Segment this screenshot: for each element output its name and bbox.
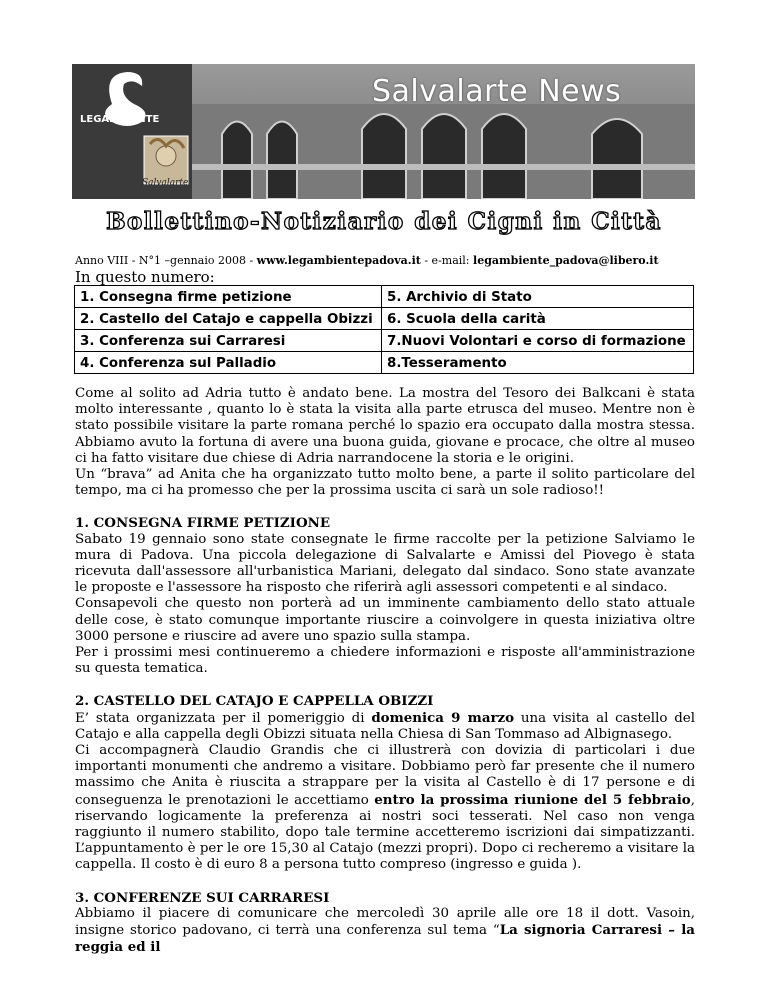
toc-item: 6. Scuola della carità — [382, 308, 694, 330]
toc-item: 5. Archivio di Stato — [382, 286, 694, 308]
section-paragraph — [75, 906, 695, 957]
table-row — [75, 352, 694, 374]
banner-title: Salvalarte News — [372, 74, 622, 109]
toc-table — [74, 285, 694, 374]
intro-paragraph: Come al solito ad Adria tutto è andato bene. La mostra del Tesoro dei Balkcani è stata molto interessante , quanto lo è stata la visita alla parte etrusca del museo. Mentre non è stato possibile visitare la parte romana perché lo spazio era occupato dalla mostra stessa. Abbiamo avuto la fortuna di avere una buona guida, giovane e procace, che oltre al museo ci ha fatto visitare due chiese di Adria narrandocene la storia e le origini. — [75, 386, 695, 466]
brand-logo-text: LEGAMBIENTE — [80, 114, 160, 125]
issue-info — [75, 254, 659, 267]
venus-caption: Salvalarte — [142, 178, 189, 188]
toc-item: 8.Tesseramento — [382, 352, 694, 374]
issue-mid: - e-mail: — [420, 254, 474, 267]
newsletter-heading: Bollettino-Notiziario dei Cigni in Città — [106, 208, 662, 235]
header-banner — [72, 64, 695, 199]
text-run: E’ stata organizzata per il pomeriggio di — [75, 710, 372, 726]
bold-date: domenica 9 marzo — [371, 709, 515, 726]
toc-item: 7.Nuovi Volontari e corso di formazione — [382, 330, 694, 352]
article-body — [75, 386, 695, 957]
section-paragraph: Sabato 19 gennaio sono state consegnate le firme raccolte per la petizione Salviamo le mura di Padova. Una piccola delegazione di Salvalarte e Amissi del Piovego è stata ricevuta dall'assessore all'urbanistica Mariani, delegato dal sindaco. Sono state avanzate le proposte e l'assessore ha risposto che riferirà agli assessori competenti e al sindaco. — [75, 531, 695, 596]
toc-item: 1. Consegna firme petizione — [75, 286, 382, 308]
website-link[interactable]: www.legambientepadova.it — [256, 254, 421, 267]
bold-topic: La signoria Carraresi – la reggia ed il — [75, 922, 695, 956]
table-row — [75, 330, 694, 352]
intro-paragraph: Un “brava” ad Anita che ha organizzato tutto molto bene, a parte il solito particolare del tempo, ma ci ha promesso che per la prossima uscita ci sarà un sole radioso!! — [75, 467, 695, 499]
issue-prefix: Anno VIII - N°1 –gennaio 2008 - — [75, 254, 257, 267]
section-title: 3. CONFERENZE SUI CARRARESI — [75, 889, 330, 906]
table-row — [75, 286, 694, 308]
text-run: , riservando logicamente la preferenza ai nostri soci tesserati. Nel caso non venga raggiunto il numero stabilito, dopo tale termine accetteremo iscrizioni dai simpatizzanti. L’appuntamento è per le ore 15,30 al Catajo (mezzi propri). Dopo ci recheremo a visitare la cappella. Il costo è di euro 8 a persona tutto compreso (ingresso e guida ). — [75, 792, 695, 873]
bold-deadline: entro la prossima riunione del 5 febbraio — [374, 791, 691, 808]
section-paragraph — [75, 710, 695, 743]
toc-heading: In questo numero: — [75, 268, 215, 286]
section-title: 2. CASTELLO DEL CATAJO E CAPPELLA OBIZZI — [75, 693, 434, 710]
email-link[interactable]: legambiente_padova@libero.it — [473, 254, 659, 267]
section-paragraph: Consapevoli che questo non porterà ad un imminente cambiamento dello stato attuale delle cose, è stato comunque importante riuscire a coinvolgere in questa iniziativa oltre 3000 persone e riuscire ad avere uno spazio sulla stampa. — [75, 596, 695, 644]
section-paragraph — [75, 743, 695, 874]
toc-item: 4. Conferenza sul Palladio — [75, 352, 382, 374]
text-run: Ci accompagnerà Claudio Grandis che ci illustrerà con dovizia di particolari i due importanti monumenti che andremo a visitare. Dobbiamo però far presente che il numero massimo che Anita è riuscita a strappare per la visita al Castello è di 17 persone e di conseguenza le prenotazioni le accettiamo — [75, 743, 695, 808]
text-run: Abbiamo il piacere di comunicare che mercoledì 30 aprile alle ore 18 il dott. Vasoin, insigne storico padovano, ci terrà una conferenza sul tema “ — [75, 905, 695, 939]
toc-item: 3. Conferenza sui Carraresi — [75, 330, 382, 352]
table-row — [75, 308, 694, 330]
toc-item: 2. Castello del Catajo e cappella Obizzi — [75, 308, 382, 330]
section-title: 1. CONSEGNA FIRME PETIZIONE — [75, 515, 331, 532]
text-run: una visita al castello del Catajo e alla cappella degli Obizzi situata nella Chiesa di San Tommaso ad Albignasego. — [75, 710, 696, 742]
section-paragraph: Per i prossimi mesi continueremo a chiedere informazioni e risposte all'amministrazione su questa tematica. — [75, 645, 695, 677]
